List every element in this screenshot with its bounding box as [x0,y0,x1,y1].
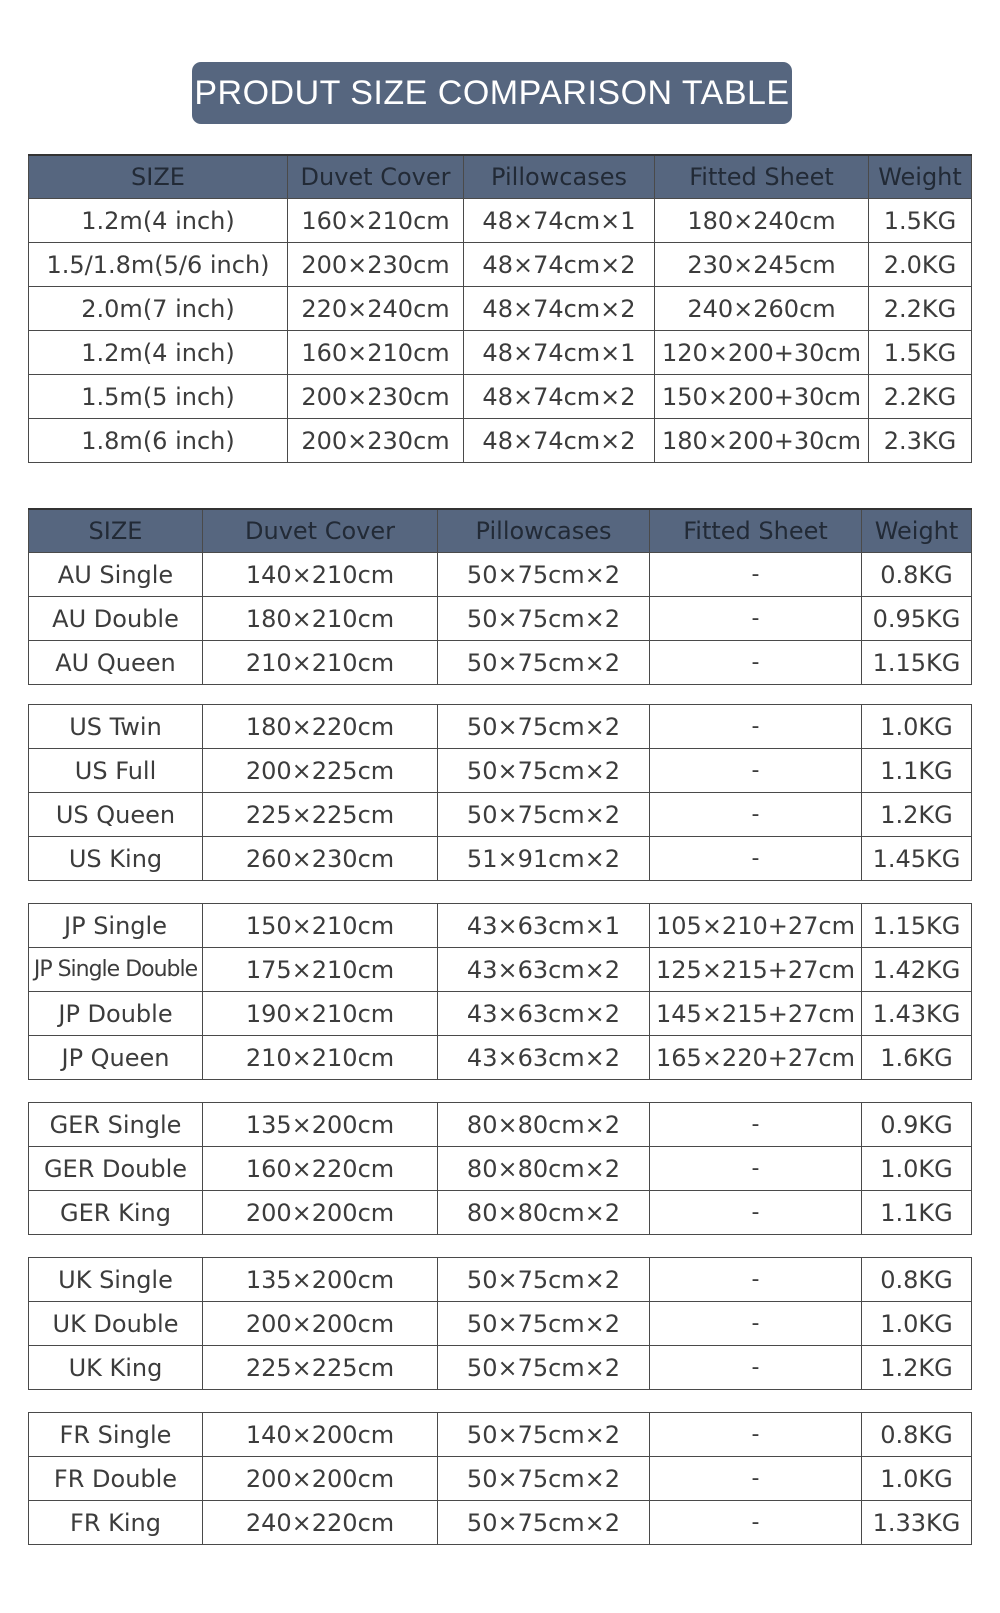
pillow-cell: 80×80cm×2 [438,1103,650,1147]
weight-cell: 1.33KG [862,1501,972,1545]
weight-cell: 1.5KG [869,199,972,243]
pillow-cell: 43×63cm×1 [438,904,650,948]
table-row [29,1258,972,1302]
header-fitted-sheet: Fitted Sheet [650,509,862,553]
size-cell: AU Single [29,553,203,597]
sheet-cell: - [650,1346,862,1390]
table-row [29,1147,972,1191]
sheet-cell: - [650,1457,862,1501]
table-row [29,749,972,793]
duvet-cell: 200×200cm [203,1191,438,1235]
header-duvet-cover: Duvet Cover [288,155,464,199]
weight-cell: 1.6KG [862,1036,972,1080]
pillow-cell: 43×63cm×2 [438,948,650,992]
size-cell: 2.0m(7 inch) [29,287,288,331]
size-cell: 1.8m(6 inch) [29,419,288,463]
weight-cell: 2.2KG [869,287,972,331]
pillow-cell: 80×80cm×2 [438,1191,650,1235]
table-row [29,243,972,287]
sheet-cell: - [650,793,862,837]
pillow-cell: 50×75cm×2 [438,1457,650,1501]
table-row [29,375,972,419]
duvet-cell: 135×200cm [203,1103,438,1147]
pillow-cell: 50×75cm×2 [438,1346,650,1390]
duvet-cell: 210×210cm [203,1036,438,1080]
duvet-cell: 220×240cm [288,287,464,331]
pillow-cell: 51×91cm×2 [438,837,650,881]
sheet-cell: 120×200+30cm [655,331,869,375]
pillow-cell: 48×74cm×2 [464,243,655,287]
header-weight: Weight [869,155,972,199]
size-cell: JP Single [29,904,203,948]
sheet-cell: 145×215+27cm [650,992,862,1036]
size-table-jp [28,903,972,1080]
pillow-cell: 48×74cm×2 [464,287,655,331]
header-size: SIZE [29,155,288,199]
weight-cell: 1.15KG [862,904,972,948]
duvet-cell: 200×200cm [203,1457,438,1501]
table-row [29,287,972,331]
table-row [29,948,972,992]
sheet-cell: - [650,553,862,597]
weight-cell: 1.1KG [862,749,972,793]
size-cell: FR Single [29,1413,203,1457]
sheet-cell: - [650,705,862,749]
pillow-cell: 48×74cm×2 [464,375,655,419]
duvet-cell: 180×210cm [203,597,438,641]
sheet-cell: - [650,1258,862,1302]
duvet-cell: 135×200cm [203,1258,438,1302]
size-cell: FR King [29,1501,203,1545]
weight-cell: 2.0KG [869,243,972,287]
size-cell: US Twin [29,705,203,749]
pillow-cell: 50×75cm×2 [438,1501,650,1545]
sheet-cell: 180×240cm [655,199,869,243]
table-row [29,793,972,837]
table-row [29,1413,972,1457]
duvet-cell: 225×225cm [203,1346,438,1390]
duvet-cell: 240×220cm [203,1501,438,1545]
pillow-cell: 50×75cm×2 [438,1302,650,1346]
pillow-cell: 50×75cm×2 [438,1258,650,1302]
table-row [29,331,972,375]
weight-cell: 2.3KG [869,419,972,463]
header-size: SIZE [29,509,203,553]
pillow-cell: 80×80cm×2 [438,1147,650,1191]
sheet-cell: - [650,749,862,793]
table-row [29,1103,972,1147]
header-pillowcases: Pillowcases [464,155,655,199]
weight-cell: 1.15KG [862,641,972,685]
duvet-cell: 160×220cm [203,1147,438,1191]
duvet-cell: 200×230cm [288,243,464,287]
weight-cell: 2.2KG [869,375,972,419]
table-row [29,904,972,948]
size-cell: GER King [29,1191,203,1235]
table-row [29,1501,972,1545]
pillow-cell: 43×63cm×2 [438,1036,650,1080]
size-cell: UK Double [29,1302,203,1346]
weight-cell: 1.2KG [862,1346,972,1390]
sheet-cell: - [650,1501,862,1545]
duvet-cell: 160×210cm [288,199,464,243]
table-row [29,199,972,243]
sheet-cell: 150×200+30cm [655,375,869,419]
weight-cell: 1.2KG [862,793,972,837]
weight-cell: 1.43KG [862,992,972,1036]
header-duvet-cover: Duvet Cover [203,509,438,553]
size-cell: JP Queen [29,1036,203,1080]
size-table-metric [28,154,972,463]
size-cell: US Queen [29,793,203,837]
weight-cell: 1.45KG [862,837,972,881]
sheet-cell: 230×245cm [655,243,869,287]
header-pillowcases: Pillowcases [438,509,650,553]
duvet-cell: 260×230cm [203,837,438,881]
size-cell: AU Double [29,597,203,641]
size-cell: US King [29,837,203,881]
pillow-cell: 48×74cm×2 [464,419,655,463]
weight-cell: 1.0KG [862,1147,972,1191]
duvet-cell: 140×200cm [203,1413,438,1457]
pillow-cell: 48×74cm×1 [464,199,655,243]
duvet-cell: 150×210cm [203,904,438,948]
table-row [29,837,972,881]
duvet-cell: 200×200cm [203,1302,438,1346]
duvet-cell: 175×210cm [203,948,438,992]
pillow-cell: 50×75cm×2 [438,705,650,749]
pillow-cell: 50×75cm×2 [438,749,650,793]
sheet-cell: 180×200+30cm [655,419,869,463]
size-cell: US Full [29,749,203,793]
header-weight: Weight [862,509,972,553]
size-cell: UK King [29,1346,203,1390]
sheet-cell: - [650,1191,862,1235]
table-row [29,641,972,685]
weight-cell: 0.8KG [862,553,972,597]
header-row [29,155,972,199]
size-cell: GER Single [29,1103,203,1147]
header-fitted-sheet: Fitted Sheet [655,155,869,199]
size-table-fr [28,1412,972,1545]
page-title: PRODUT SIZE COMPARISON TABLE [192,62,792,124]
sheet-cell: - [650,1302,862,1346]
size-cell: 1.2m(4 inch) [29,331,288,375]
weight-cell: 0.8KG [862,1413,972,1457]
weight-cell: 1.0KG [862,1302,972,1346]
weight-cell: 0.9KG [862,1103,972,1147]
pillow-cell: 50×75cm×2 [438,1413,650,1457]
size-cell: JP Double [29,992,203,1036]
duvet-cell: 200×225cm [203,749,438,793]
sheet-cell: - [650,1103,862,1147]
weight-cell: 0.95KG [862,597,972,641]
sheet-cell: 105×210+27cm [650,904,862,948]
pillow-cell: 50×75cm×2 [438,553,650,597]
pillow-cell: 50×75cm×2 [438,793,650,837]
weight-cell: 1.0KG [862,1457,972,1501]
duvet-cell: 210×210cm [203,641,438,685]
table-row [29,1457,972,1501]
pillow-cell: 48×74cm×1 [464,331,655,375]
size-table-au [28,508,972,685]
table-row [29,1036,972,1080]
duvet-cell: 225×225cm [203,793,438,837]
size-cell: AU Queen [29,641,203,685]
size-table-uk [28,1257,972,1390]
size-cell: GER Double [29,1147,203,1191]
size-cell: 1.5m(5 inch) [29,375,288,419]
duvet-cell: 200×230cm [288,419,464,463]
table-row [29,992,972,1036]
table-row [29,419,972,463]
size-cell: FR Double [29,1457,203,1501]
size-table-us [28,704,972,881]
sheet-cell: - [650,837,862,881]
sheet-cell: - [650,1147,862,1191]
size-cell: JP Single Double [29,948,203,992]
size-cell: UK Single [29,1258,203,1302]
duvet-cell: 200×230cm [288,375,464,419]
table-row [29,553,972,597]
size-cell: 1.5/1.8m(5/6 inch) [29,243,288,287]
pillow-cell: 43×63cm×2 [438,992,650,1036]
weight-cell: 1.0KG [862,705,972,749]
pillow-cell: 50×75cm×2 [438,641,650,685]
sheet-cell: 125×215+27cm [650,948,862,992]
duvet-cell: 160×210cm [288,331,464,375]
sheet-cell: - [650,1413,862,1457]
table-row [29,1346,972,1390]
sheet-cell: 165×220+27cm [650,1036,862,1080]
table-row [29,1302,972,1346]
weight-cell: 1.1KG [862,1191,972,1235]
table-row [29,705,972,749]
sheet-cell: - [650,597,862,641]
duvet-cell: 180×220cm [203,705,438,749]
table-row [29,597,972,641]
weight-cell: 1.42KG [862,948,972,992]
size-cell: 1.2m(4 inch) [29,199,288,243]
duvet-cell: 190×210cm [203,992,438,1036]
sheet-cell: 240×260cm [655,287,869,331]
size-table-ger [28,1102,972,1235]
duvet-cell: 140×210cm [203,553,438,597]
pillow-cell: 50×75cm×2 [438,597,650,641]
header-row [29,509,972,553]
sheet-cell: - [650,641,862,685]
weight-cell: 1.5KG [869,331,972,375]
weight-cell: 0.8KG [862,1258,972,1302]
table-row [29,1191,972,1235]
